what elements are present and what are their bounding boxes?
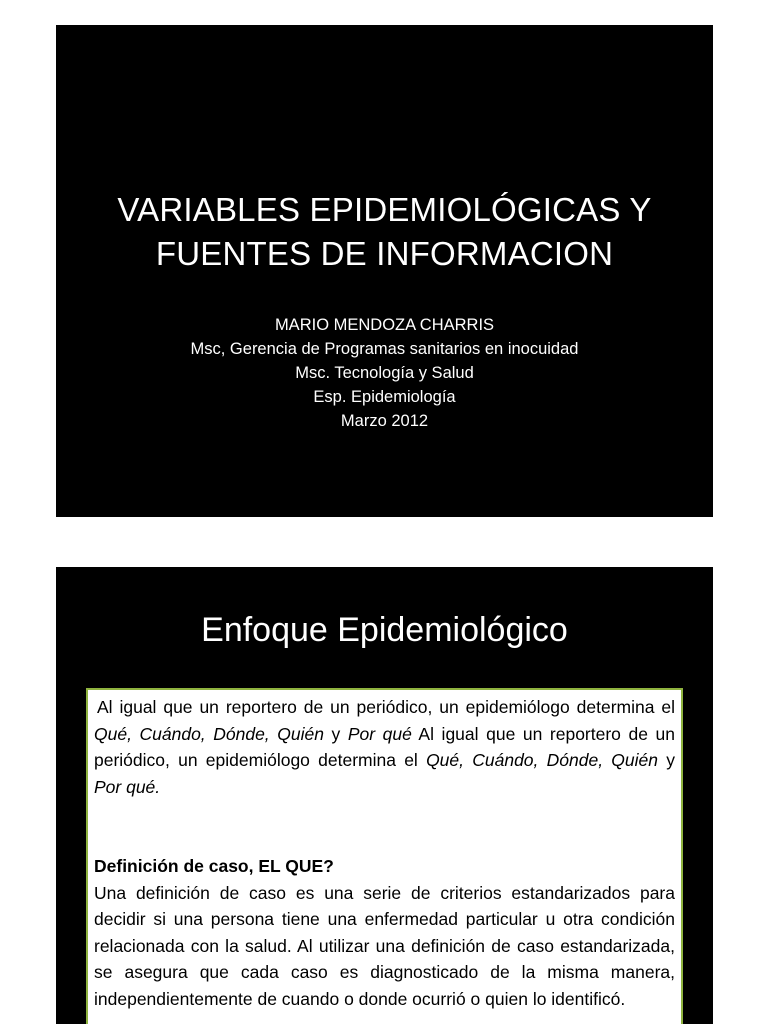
- slide-title: [56, 188, 713, 276]
- definition-paragraph: Una definición de caso es una serie de criterios estandarizados para decidir si una persona tiene una enfermedad particular u otra condición relacionada con la salud. Al utilizar una definición de caso estandarizada, se asegura que cada caso es diagnosticado de la misma manera, independientemente de cuando o donde ocurrió o quien lo identificó.: [94, 882, 675, 1009]
- paragraph-spacer: [94, 800, 675, 853]
- author-name: MARIO MENDOZA CHARRIS: [274, 316, 495, 334]
- title-line-1: VARIABLES EPIDEMIOLÓGICAS Y: [117, 191, 652, 228]
- intro-text-2: y: [323, 723, 348, 744]
- title-slide: [56, 25, 713, 517]
- intro-italic-2: Por qué: [347, 723, 412, 744]
- content-text-box: [86, 688, 683, 1024]
- author-specialty: Esp. Epidemiología: [313, 388, 456, 406]
- author-degree-1: Msc, Gerencia de Programas sanitarios en inocuidad: [190, 340, 579, 358]
- intro-text-4: y: [658, 750, 675, 770]
- intro-text-1: Al igual que un reportero de un periódico, un epidemiólogo determina el: [97, 697, 675, 717]
- slide-heading: Enfoque Epidemiológico: [201, 611, 568, 649]
- section-heading: Definición de caso, EL QUE?: [94, 856, 334, 876]
- title-line-2: FUENTES DE INFORMACION: [155, 235, 614, 272]
- intro-italic-3: Qué, Cuándo, Dónde, Quién: [426, 750, 658, 770]
- author-degree-2: Msc. Tecnología y Salud: [295, 364, 474, 382]
- presentation-date: Marzo 2012: [340, 412, 429, 430]
- slide-subtitle: [56, 313, 713, 433]
- intro-italic-1: Qué, Cuándo, Dónde, Quién: [94, 723, 324, 744]
- content-slide: [56, 567, 713, 1024]
- intro-italic-4: Por qué.: [94, 776, 161, 797]
- intro-text-3: Al igual que un reportero de un periódico, un epidemiólogo determina el: [94, 723, 675, 770]
- intro-paragraph: [94, 694, 675, 800]
